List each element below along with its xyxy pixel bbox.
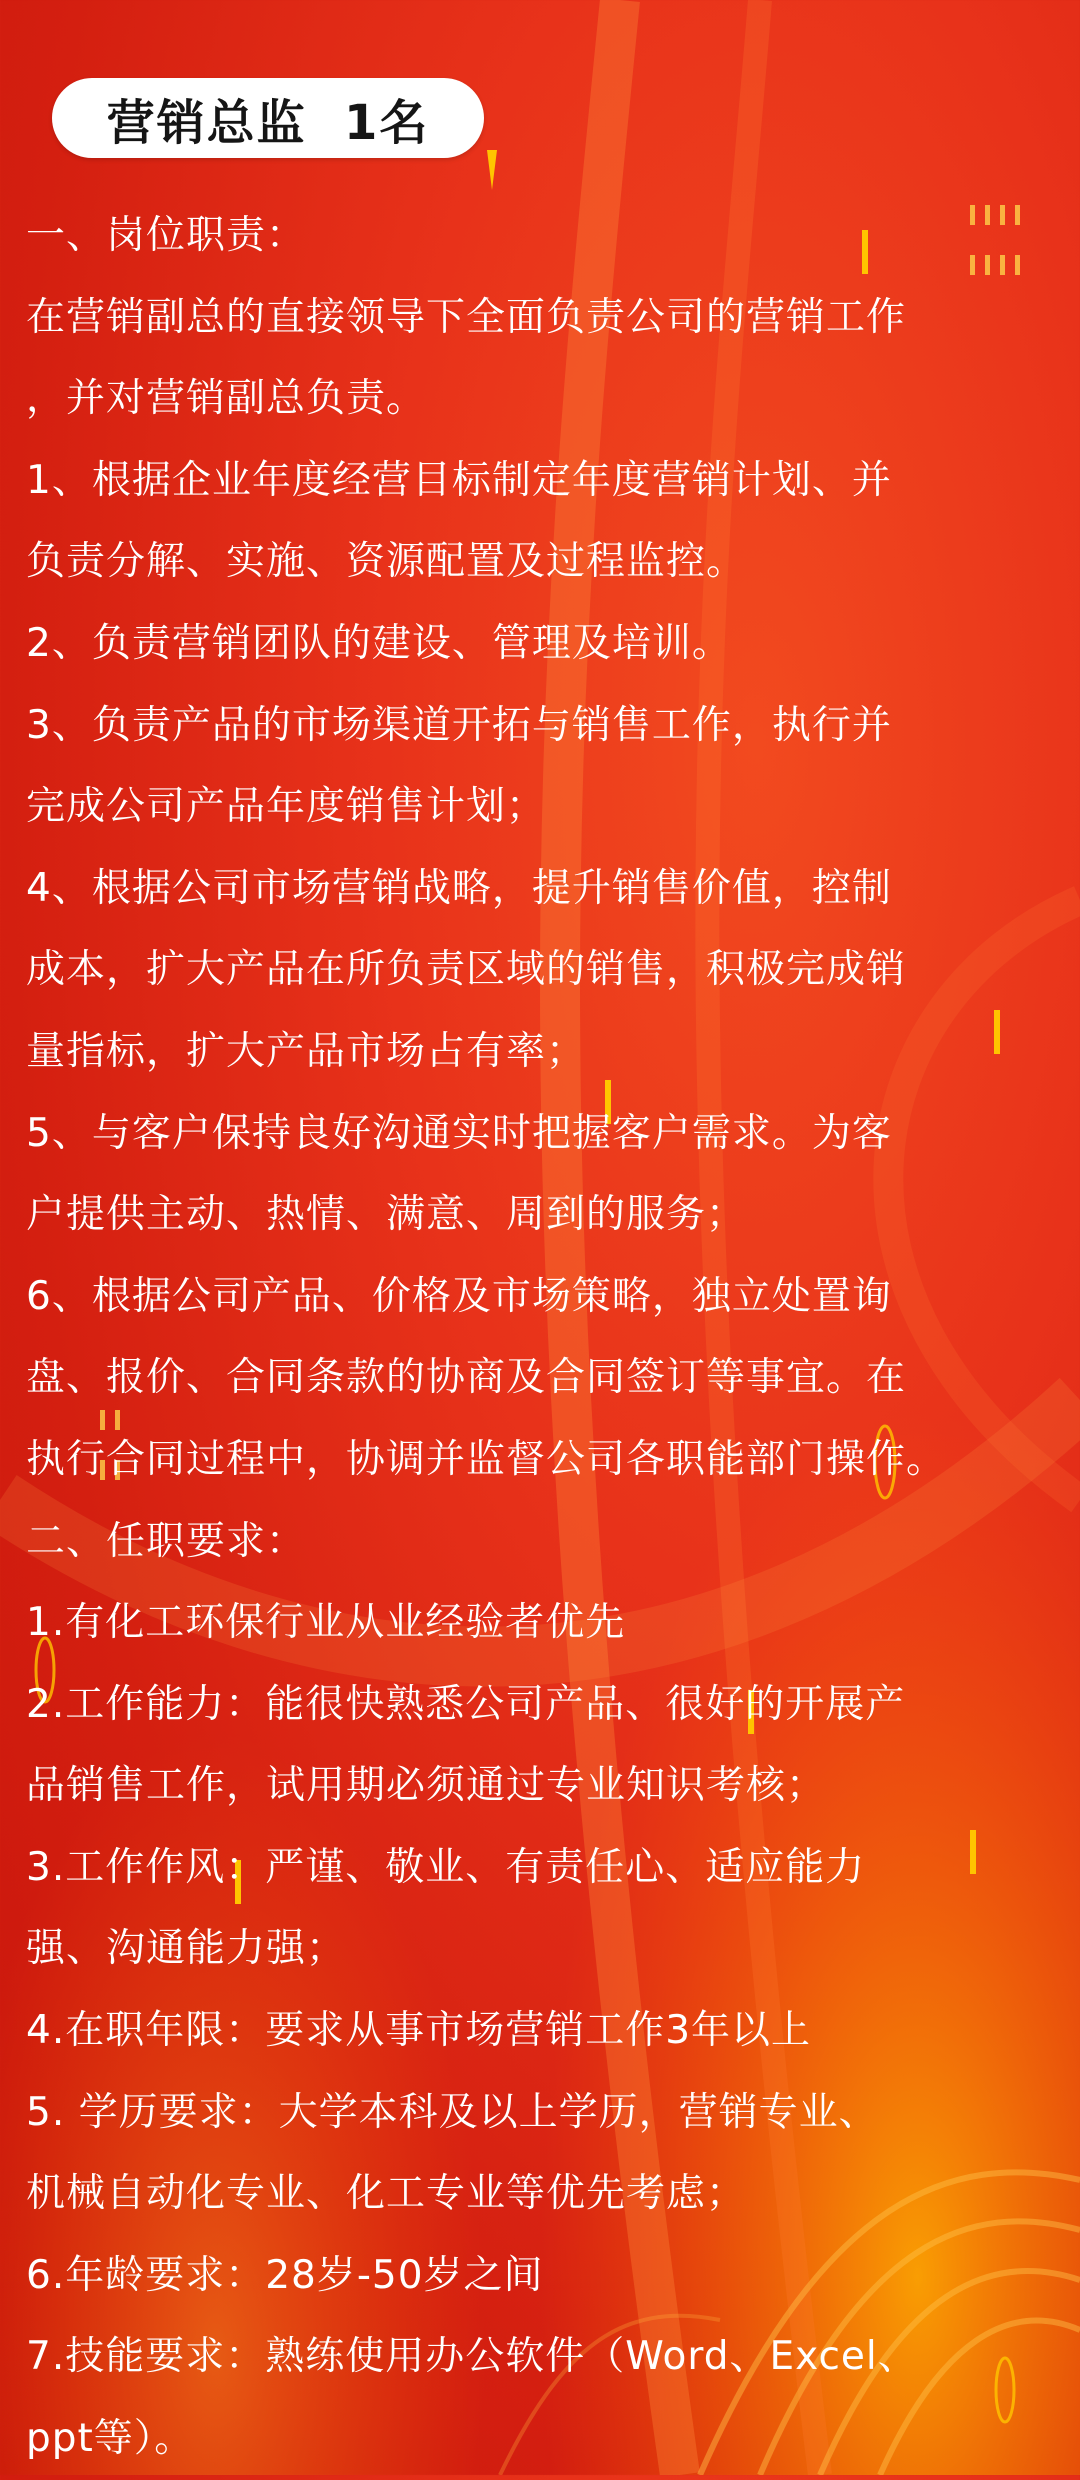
requirement-item: 机械自动化专业、化工专业等优先考虑；: [26, 2171, 747, 2217]
description-line: ，并对营销副总负责。: [26, 376, 427, 422]
requirement-item: ppt等）。: [26, 2416, 195, 2462]
description-line: 在营销副总的直接领导下全面负责公司的营销工作: [26, 294, 907, 340]
duty-item: 执行合同过程中，协调并监督公司各职能部门操作。: [26, 1436, 947, 1482]
duty-item: 2、负责营销团队的建设、管理及培训。: [26, 620, 732, 666]
duty-item: 成本，扩大产品在所负责区域的销售，积极完成销: [26, 947, 907, 993]
section-heading-duties: 一、岗位职责：: [26, 213, 307, 258]
duty-item: 户提供主动、热情、满意、周到的服务；: [26, 1192, 747, 1238]
title-banner: [52, 78, 484, 158]
requirement-item: 5. 学历要求：大学本科及以上学历，营销专业、: [26, 2089, 879, 2135]
requirement-item: 3.工作作风：严谨、敬业、有责任心、适应能力: [26, 1844, 866, 1890]
duty-item: 5、与客户保持良好沟通实时把握客户需求。为客: [26, 1110, 892, 1156]
duty-item: 量指标，扩大产品市场占有率；: [26, 1028, 587, 1074]
requirement-item: 4.在职年限：要求从事市场营销工作3年以上: [26, 2008, 812, 2054]
requirement-item: 1.有化工环保行业从业经验者优先: [26, 1600, 626, 1646]
requirement-item: 6.年龄要求：28岁-50岁之间: [26, 2252, 544, 2298]
requirement-item: 品销售工作，试用期必须通过专业知识考核；: [26, 1763, 827, 1809]
duty-item: 4、根据公司市场营销战略，提升销售价值，控制: [26, 865, 892, 911]
duty-item: 6、根据公司产品、价格及市场策略，独立处置询: [26, 1273, 892, 1319]
job-description: [26, 195, 1062, 2480]
duty-item: 3、负责产品的市场渠道开拓与销售工作，执行并: [26, 702, 892, 748]
job-title: 营销总监 1名: [106, 94, 430, 151]
requirement-item: 强、沟通能力强；: [26, 1926, 347, 1972]
duty-item: 负责分解、实施、资源配置及过程监控。: [26, 539, 747, 585]
duty-item: 盘、报价、合同条款的协商及合同签订等事宜。在: [26, 1355, 907, 1401]
requirement-item: 2.工作能力：能很快熟悉公司产品、很好的开展产: [26, 1681, 906, 1727]
duty-item: 1、根据企业年度经营目标制定年度营销计划、并: [26, 457, 892, 503]
section-heading-requirements: 二、任职要求：: [26, 1518, 307, 1564]
duty-item: 完成公司产品年度销售计划；: [26, 784, 547, 830]
requirement-item: 7.技能要求：熟练使用办公软件（Word、Excel、: [26, 2334, 918, 2380]
